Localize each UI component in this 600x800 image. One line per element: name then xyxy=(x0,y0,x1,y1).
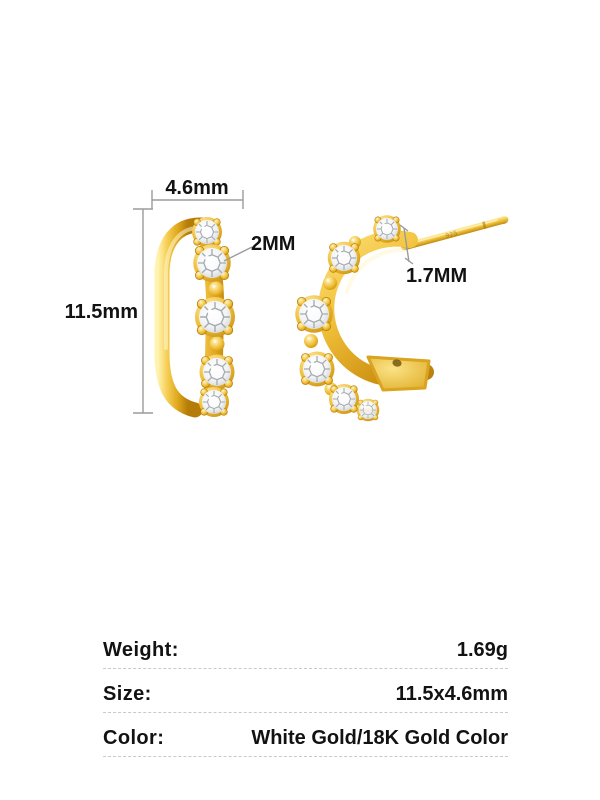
spec-row-color xyxy=(103,713,508,757)
spec-label-size: Size: xyxy=(103,683,152,705)
spec-value-size: 11.5x4.6mm xyxy=(395,683,508,705)
spec-value-color: White Gold/18K Gold Color xyxy=(251,727,508,749)
spec-row-size xyxy=(103,669,508,713)
width-dimension-label: 4.6mm xyxy=(165,177,229,199)
spec-row-weight xyxy=(103,625,508,669)
post-engraving: 925 xyxy=(444,229,459,240)
spec-table xyxy=(103,625,508,757)
spec-label-weight: Weight: xyxy=(103,639,179,661)
height-dimension-label: 11.5mm xyxy=(64,301,138,323)
earring-reflection xyxy=(162,409,509,520)
stone-diameter-label: 2MM xyxy=(251,233,296,255)
right-earring xyxy=(295,215,509,421)
left-earring xyxy=(162,217,235,417)
spec-label-color: Color: xyxy=(103,727,165,749)
post-thickness-label: 1.7MM xyxy=(406,265,468,287)
spec-value-weight: 1.69g xyxy=(456,639,508,661)
ear-post xyxy=(400,215,509,252)
